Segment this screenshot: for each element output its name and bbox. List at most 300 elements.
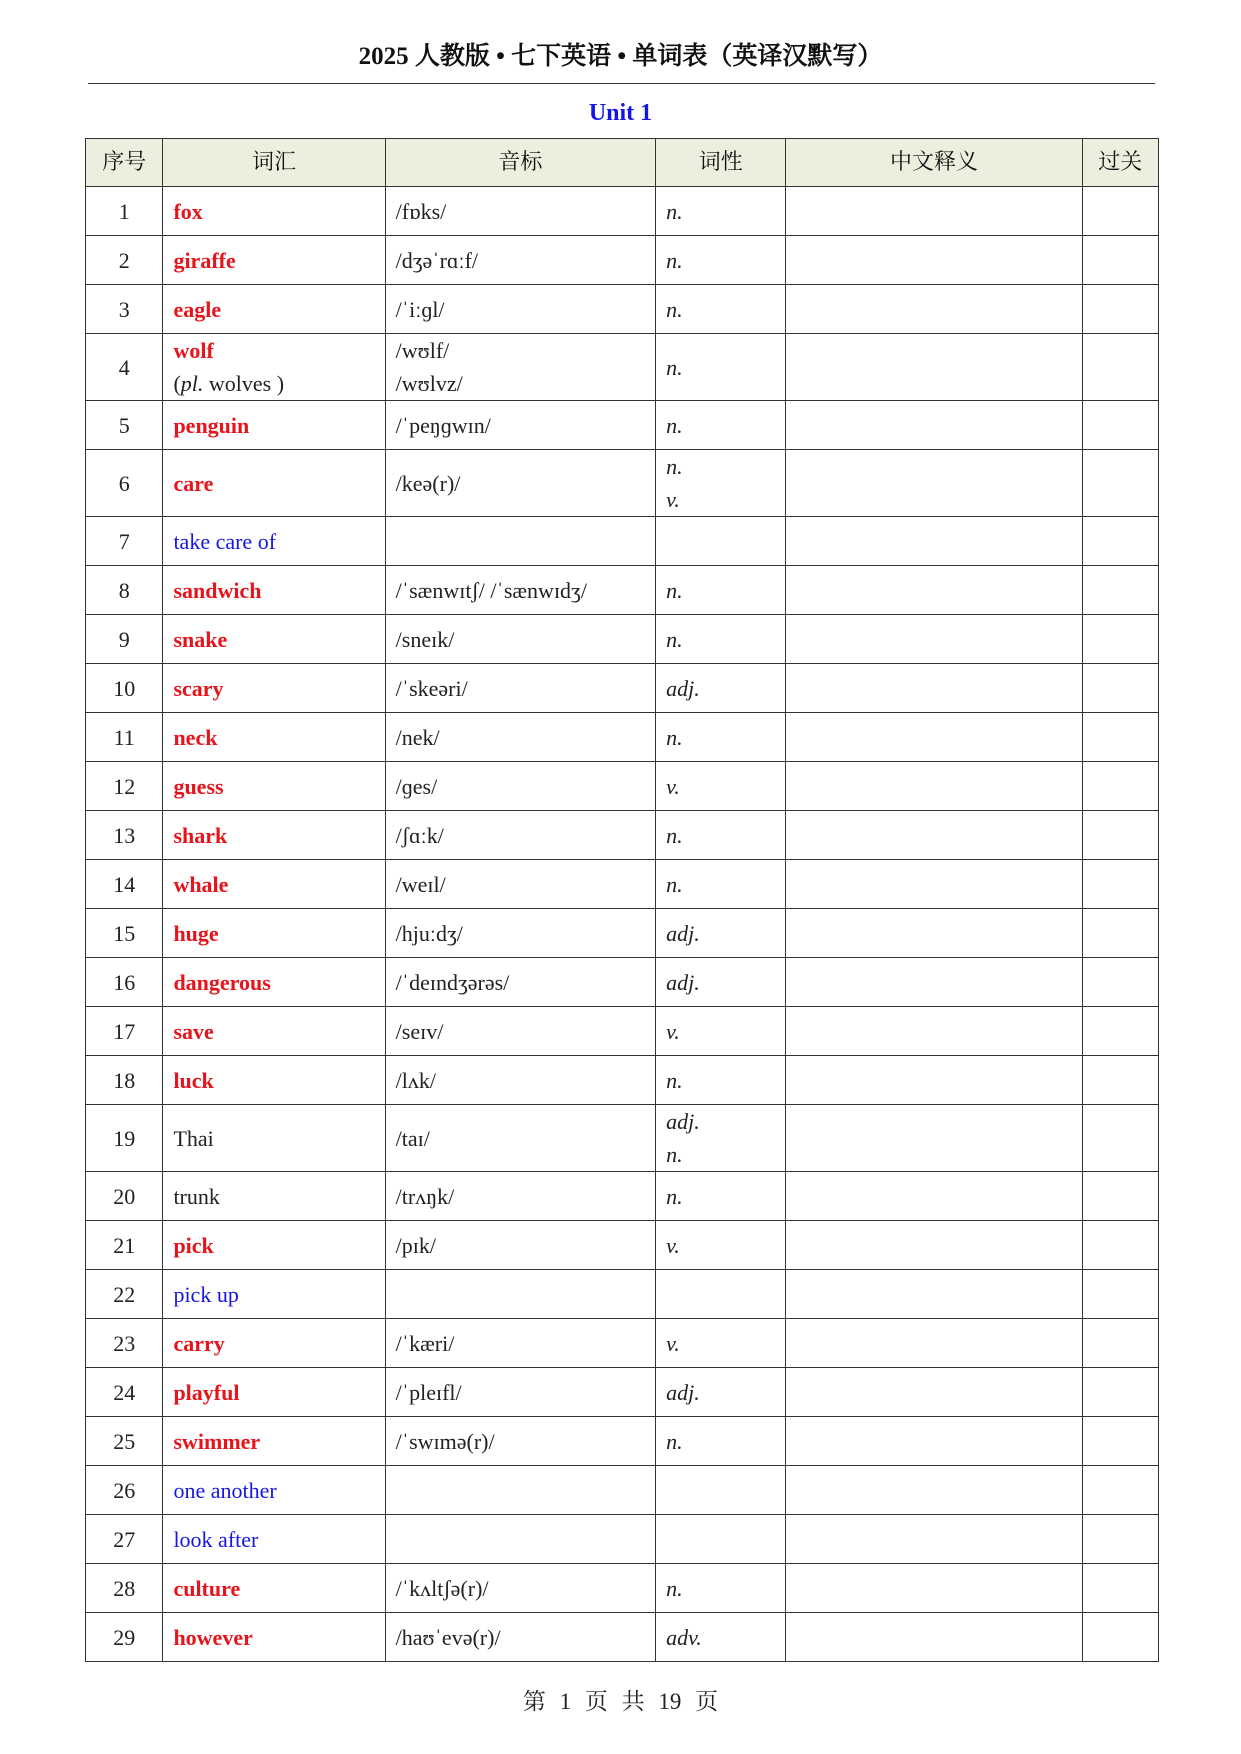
phonetic-cell	[385, 1319, 655, 1368]
part-of-speech-text: n.	[666, 1183, 683, 1209]
phonetic-text: /keə(r)/	[395, 470, 461, 496]
part-of-speech-text: v.	[666, 1232, 680, 1258]
phonetic-cell	[385, 1105, 655, 1172]
passed-check-blank[interactable]	[1082, 236, 1158, 285]
row-number: 28	[86, 1564, 163, 1613]
phonetic-cell	[385, 1466, 655, 1515]
row-number: 25	[86, 1417, 163, 1466]
vocabulary-word: giraffe	[173, 247, 236, 273]
chinese-meaning-blank[interactable]	[786, 1221, 1082, 1270]
header-chinese-meaning: 中文释义	[786, 139, 1082, 187]
vocabulary-word: penguin	[173, 412, 250, 438]
passed-check-blank[interactable]	[1082, 860, 1158, 909]
row-number: 27	[86, 1515, 163, 1564]
row-number: 23	[86, 1319, 163, 1368]
chinese-meaning-blank[interactable]	[786, 811, 1082, 860]
row-number: 3	[86, 285, 163, 334]
vocabulary-cell	[163, 664, 385, 713]
row-number: 17	[86, 1007, 163, 1056]
vocabulary-word: carry	[173, 1330, 225, 1356]
row-number: 11	[86, 713, 163, 762]
table-row	[86, 1105, 1159, 1172]
part-of-speech-text: adj.	[666, 1379, 700, 1405]
row-number: 22	[86, 1270, 163, 1319]
part-of-speech-cell	[656, 664, 786, 713]
chinese-meaning-blank[interactable]	[786, 909, 1082, 958]
vocabulary-word: however	[173, 1624, 253, 1650]
vocabulary-cell	[163, 713, 385, 762]
chinese-meaning-blank[interactable]	[786, 566, 1082, 615]
vocabulary-word: huge	[173, 920, 219, 946]
vocabulary-word: whale	[173, 871, 229, 897]
part-of-speech-text: n.	[666, 296, 683, 322]
passed-check-blank[interactable]	[1082, 1368, 1158, 1417]
phonetic-cell	[385, 517, 655, 566]
table-row	[86, 811, 1159, 860]
passed-check-blank[interactable]	[1082, 958, 1158, 1007]
page-footer: 第 1 页 共 19 页	[522, 1689, 719, 1714]
chinese-meaning-blank[interactable]	[786, 713, 1082, 762]
vocabulary-word: culture	[173, 1575, 241, 1601]
vocabulary-cell	[163, 860, 385, 909]
table-row	[86, 664, 1159, 713]
vocabulary-cell	[163, 450, 385, 517]
part-of-speech-cell	[656, 1172, 786, 1221]
passed-check-blank[interactable]	[1082, 566, 1158, 615]
header-passed: 过关	[1082, 139, 1158, 187]
table-row	[86, 615, 1159, 664]
vocabulary-cell	[163, 811, 385, 860]
chinese-meaning-blank[interactable]	[786, 1515, 1082, 1564]
part-of-speech-cell	[656, 958, 786, 1007]
phonetic-text: /pɪk/	[395, 1232, 436, 1258]
phonetic-text: /ˈdeɪndʒərəs/	[395, 969, 510, 995]
phonetic-cell	[385, 1221, 655, 1270]
phonetic-text: /seɪv/	[395, 1018, 444, 1044]
part-of-speech-text: adj.	[666, 969, 700, 995]
vocabulary-cell	[163, 1466, 385, 1515]
header-vocabulary: 词汇	[163, 139, 385, 187]
chinese-meaning-blank[interactable]	[786, 615, 1082, 664]
vocabulary-word: swimmer	[173, 1428, 261, 1454]
chinese-meaning-blank[interactable]	[786, 1007, 1082, 1056]
table-row	[86, 713, 1159, 762]
chinese-meaning-blank[interactable]	[786, 1417, 1082, 1466]
table-row	[86, 958, 1159, 1007]
part-of-speech-cell	[656, 187, 786, 236]
table-row	[86, 401, 1159, 450]
vocabulary-cell	[163, 401, 385, 450]
phonetic-text: /weɪl/	[395, 871, 446, 897]
unit-heading: Unit 1	[588, 100, 653, 126]
part-of-speech-cell	[656, 615, 786, 664]
vocabulary-cell	[163, 1564, 385, 1613]
vocabulary-word: pick up	[173, 1281, 239, 1307]
passed-check-blank[interactable]	[1082, 811, 1158, 860]
table-row	[86, 860, 1159, 909]
part-of-speech-cell	[656, 909, 786, 958]
phonetic-text: /ˈsænwɪtʃ/ /ˈsænwɪdʒ/	[395, 577, 587, 603]
vocabulary-word: luck	[173, 1067, 214, 1093]
vocabulary-cell	[163, 1319, 385, 1368]
passed-check-blank[interactable]	[1082, 187, 1158, 236]
phonetic-cell	[385, 860, 655, 909]
row-number: 15	[86, 909, 163, 958]
phonetic-text: /wʊlvz/	[395, 371, 463, 396]
phonetic-text: /ˈkʌltʃə(r)/	[395, 1575, 489, 1601]
chinese-meaning-blank[interactable]	[786, 187, 1082, 236]
phonetic-cell	[385, 713, 655, 762]
table-row	[86, 236, 1159, 285]
vocabulary-cell	[163, 1105, 385, 1172]
table-row	[86, 1417, 1159, 1466]
vocabulary-word: shark	[173, 822, 228, 848]
passed-check-blank[interactable]	[1082, 762, 1158, 811]
phonetic-cell	[385, 1417, 655, 1466]
phonetic-text: /wʊlf/	[395, 338, 450, 363]
title-divider	[88, 83, 1155, 84]
part-of-speech-text: n.	[666, 1428, 683, 1454]
part-of-speech-cell	[656, 1056, 786, 1105]
row-number: 7	[86, 517, 163, 566]
plural-abbrev: pl.	[180, 371, 204, 396]
table-row	[86, 909, 1159, 958]
chinese-meaning-blank[interactable]	[786, 334, 1082, 401]
row-number: 14	[86, 860, 163, 909]
phonetic-text: /lʌk/	[395, 1067, 436, 1093]
part-of-speech-text: n.	[666, 1067, 683, 1093]
table-row	[86, 1007, 1159, 1056]
passed-check-blank[interactable]	[1082, 401, 1158, 450]
passed-check-blank[interactable]	[1082, 1515, 1158, 1564]
part-of-speech-text: n.	[666, 724, 683, 750]
part-of-speech-cell	[656, 1319, 786, 1368]
vocabulary-cell	[163, 1056, 385, 1105]
part-of-speech-text: n.	[666, 822, 683, 848]
part-of-speech-cell	[656, 1515, 786, 1564]
row-number: 8	[86, 566, 163, 615]
part-of-speech-text: adj.	[666, 675, 700, 701]
vocabulary-word: dangerous	[173, 969, 271, 995]
part-of-speech-text: n.	[666, 1142, 683, 1167]
part-of-speech-cell	[656, 1270, 786, 1319]
plural-open-paren: (	[173, 371, 181, 396]
vocabulary-word: wolf	[173, 338, 214, 363]
passed-check-blank[interactable]	[1082, 1056, 1158, 1105]
phonetic-text: /ˈpeŋɡwɪn/	[395, 412, 491, 438]
passed-check-blank[interactable]	[1082, 1564, 1158, 1613]
passed-check-blank[interactable]	[1082, 1221, 1158, 1270]
table-header-row	[86, 139, 1159, 187]
phonetic-cell	[385, 1172, 655, 1221]
table-row	[86, 1221, 1159, 1270]
phonetic-text: /ʃɑːk/	[395, 822, 444, 848]
part-of-speech-cell	[656, 1007, 786, 1056]
table-row	[86, 285, 1159, 334]
row-number: 1	[86, 187, 163, 236]
row-number: 20	[86, 1172, 163, 1221]
chinese-meaning-blank[interactable]	[786, 860, 1082, 909]
part-of-speech-text: n.	[666, 354, 683, 380]
chinese-meaning-blank[interactable]	[786, 664, 1082, 713]
chinese-meaning-blank[interactable]	[786, 958, 1082, 1007]
table-row	[86, 450, 1159, 517]
row-number: 4	[86, 334, 163, 401]
part-of-speech-text: v.	[666, 1330, 680, 1356]
phonetic-text: /ɡes/	[395, 773, 438, 799]
passed-check-blank[interactable]	[1082, 1613, 1158, 1662]
vocabulary-word: pick	[173, 1232, 214, 1258]
phonetic-cell	[385, 187, 655, 236]
passed-check-blank[interactable]	[1082, 1105, 1158, 1172]
part-of-speech-cell	[656, 450, 786, 517]
part-of-speech-text: n.	[666, 247, 683, 273]
chinese-meaning-blank[interactable]	[786, 517, 1082, 566]
passed-check-blank[interactable]	[1082, 1007, 1158, 1056]
row-number: 9	[86, 615, 163, 664]
vocabulary-cell	[163, 762, 385, 811]
part-of-speech-text: n.	[666, 412, 683, 438]
row-number: 26	[86, 1466, 163, 1515]
vocabulary-cell	[163, 958, 385, 1007]
vocabulary-cell	[163, 1515, 385, 1564]
chinese-meaning-blank[interactable]	[786, 1613, 1082, 1662]
row-number: 5	[86, 401, 163, 450]
phonetic-cell	[385, 1270, 655, 1319]
part-of-speech-cell	[656, 1417, 786, 1466]
phonetic-cell	[385, 811, 655, 860]
row-number: 24	[86, 1368, 163, 1417]
part-of-speech-cell	[656, 1368, 786, 1417]
passed-check-blank[interactable]	[1082, 713, 1158, 762]
vocabulary-cell	[163, 615, 385, 664]
table-row	[86, 1368, 1159, 1417]
row-number: 6	[86, 450, 163, 517]
vocabulary-word: playful	[173, 1379, 240, 1405]
phonetic-text: /ˈswɪmə(r)/	[395, 1428, 495, 1454]
phonetic-text: /sneɪk/	[395, 626, 455, 652]
passed-check-blank[interactable]	[1082, 1319, 1158, 1368]
vocabulary-cell	[163, 1172, 385, 1221]
phonetic-cell	[385, 285, 655, 334]
vocabulary-word: save	[173, 1018, 214, 1044]
phonetic-cell	[385, 909, 655, 958]
chinese-meaning-blank[interactable]	[786, 450, 1082, 517]
vocabulary-table	[85, 138, 1159, 1662]
phonetic-cell	[385, 958, 655, 1007]
part-of-speech-cell	[656, 566, 786, 615]
vocabulary-word: Thai	[173, 1125, 214, 1151]
table-row	[86, 1056, 1159, 1105]
chinese-meaning-blank[interactable]	[786, 762, 1082, 811]
row-number: 13	[86, 811, 163, 860]
vocabulary-cell	[163, 566, 385, 615]
vocabulary-cell	[163, 1368, 385, 1417]
phonetic-cell	[385, 1007, 655, 1056]
part-of-speech-cell	[656, 236, 786, 285]
chinese-meaning-blank[interactable]	[786, 285, 1082, 334]
phonetic-text: /dʒəˈrɑːf/	[395, 247, 479, 273]
chinese-meaning-blank[interactable]	[786, 1564, 1082, 1613]
chinese-meaning-blank[interactable]	[786, 1319, 1082, 1368]
part-of-speech-cell	[656, 713, 786, 762]
part-of-speech-cell	[656, 1466, 786, 1515]
part-of-speech-text: n.	[666, 626, 683, 652]
passed-check-blank[interactable]	[1082, 664, 1158, 713]
phonetic-cell	[385, 401, 655, 450]
vocabulary-word: eagle	[173, 296, 222, 322]
row-number: 18	[86, 1056, 163, 1105]
phonetic-text: /ˈkæri/	[395, 1330, 455, 1356]
part-of-speech-cell	[656, 860, 786, 909]
passed-check-blank[interactable]	[1082, 909, 1158, 958]
row-number: 19	[86, 1105, 163, 1172]
phonetic-cell	[385, 334, 655, 401]
passed-check-blank[interactable]	[1082, 517, 1158, 566]
vocabulary-word: trunk	[173, 1183, 220, 1209]
phonetic-text: /ˈskeəri/	[395, 675, 468, 701]
vocabulary-cell	[163, 909, 385, 958]
row-number: 21	[86, 1221, 163, 1270]
table-row	[86, 762, 1159, 811]
row-number: 2	[86, 236, 163, 285]
table-row	[86, 334, 1159, 401]
header-phonetic: 音标	[385, 139, 655, 187]
chinese-meaning-blank[interactable]	[786, 401, 1082, 450]
phonetic-cell	[385, 1515, 655, 1564]
table-row	[86, 1172, 1159, 1221]
phonetic-text: /trʌŋk/	[395, 1183, 455, 1209]
table-row	[86, 1319, 1159, 1368]
row-number: 16	[86, 958, 163, 1007]
part-of-speech-text: n.	[666, 198, 683, 224]
vocabulary-cell	[163, 1221, 385, 1270]
part-of-speech-text: n.	[666, 1575, 683, 1601]
vocabulary-word: scary	[173, 675, 224, 701]
vocabulary-cell	[163, 1613, 385, 1662]
phonetic-cell	[385, 236, 655, 285]
chinese-meaning-blank[interactable]	[786, 236, 1082, 285]
phonetic-cell	[385, 450, 655, 517]
header-number: 序号	[86, 139, 163, 187]
part-of-speech-cell	[656, 1564, 786, 1613]
chinese-meaning-blank[interactable]	[786, 1172, 1082, 1221]
vocabulary-cell	[163, 517, 385, 566]
plural-note	[173, 367, 374, 400]
phonetic-cell	[385, 615, 655, 664]
part-of-speech-text: adj.	[666, 920, 700, 946]
header-part-of-speech: 词性	[656, 139, 786, 187]
vocabulary-cell	[163, 334, 385, 401]
vocabulary-cell	[163, 285, 385, 334]
passed-check-blank[interactable]	[1082, 1270, 1158, 1319]
plural-form: wolves )	[203, 371, 285, 396]
passed-check-blank[interactable]	[1082, 450, 1158, 517]
phonetic-cell	[385, 1368, 655, 1417]
document-title: 2025 人教版 • 七下英语 • 单词表（英译汉默写）	[358, 43, 883, 70]
row-number: 12	[86, 762, 163, 811]
phonetic-text: /hjuːdʒ/	[395, 920, 463, 946]
phonetic-cell	[385, 1056, 655, 1105]
chinese-meaning-blank[interactable]	[786, 1056, 1082, 1105]
part-of-speech-cell	[656, 811, 786, 860]
row-number: 29	[86, 1613, 163, 1662]
vocabulary-word: look after	[173, 1526, 259, 1552]
vocabulary-cell	[163, 1007, 385, 1056]
phonetic-cell	[385, 1613, 655, 1662]
table-row	[86, 1515, 1159, 1564]
vocabulary-cell	[163, 1270, 385, 1319]
table-row	[86, 517, 1159, 566]
chinese-meaning-blank[interactable]	[786, 1368, 1082, 1417]
phonetic-cell	[385, 1564, 655, 1613]
phonetic-cell	[385, 762, 655, 811]
part-of-speech-cell	[656, 401, 786, 450]
passed-check-blank[interactable]	[1082, 1172, 1158, 1221]
part-of-speech-text: n.	[666, 871, 683, 897]
phonetic-text: /taɪ/	[395, 1125, 430, 1151]
part-of-speech-text: v.	[666, 1018, 680, 1044]
passed-check-blank[interactable]	[1082, 285, 1158, 334]
part-of-speech-text: adj.	[666, 1109, 700, 1134]
vocabulary-word: sandwich	[173, 577, 262, 603]
chinese-meaning-blank[interactable]	[786, 1105, 1082, 1172]
part-of-speech-cell	[656, 1613, 786, 1662]
vocabulary-word: take care of	[173, 528, 277, 554]
vocabulary-word: one another	[173, 1477, 277, 1503]
table-row	[86, 1466, 1159, 1515]
phonetic-text: /ˈiːɡl/	[395, 296, 445, 322]
vocabulary-word: guess	[173, 773, 224, 799]
vocabulary-word: fox	[173, 198, 203, 224]
phonetic-text: /fɒks/	[395, 198, 447, 224]
part-of-speech-text: n.	[666, 454, 683, 479]
part-of-speech-text: v.	[666, 487, 680, 512]
chinese-meaning-blank[interactable]	[786, 1270, 1082, 1319]
part-of-speech-cell	[656, 334, 786, 401]
phonetic-text: /nek/	[395, 724, 440, 750]
vocabulary-cell	[163, 236, 385, 285]
part-of-speech-text: v.	[666, 773, 680, 799]
passed-check-blank[interactable]	[1082, 1417, 1158, 1466]
vocabulary-cell	[163, 187, 385, 236]
table-body	[86, 187, 1159, 1662]
passed-check-blank[interactable]	[1082, 1466, 1158, 1515]
part-of-speech-cell	[656, 517, 786, 566]
phonetic-text: /ˈpleɪfl/	[395, 1379, 462, 1405]
passed-check-blank[interactable]	[1082, 615, 1158, 664]
table-row	[86, 566, 1159, 615]
table-row	[86, 1564, 1159, 1613]
table-row	[86, 187, 1159, 236]
part-of-speech-cell	[656, 1105, 786, 1172]
phonetic-text: /haʊˈevə(r)/	[395, 1624, 501, 1650]
part-of-speech-text: adv.	[666, 1624, 702, 1650]
vocabulary-word: snake	[173, 626, 228, 652]
vocabulary-word: neck	[173, 724, 218, 750]
chinese-meaning-blank[interactable]	[786, 1466, 1082, 1515]
passed-check-blank[interactable]	[1082, 334, 1158, 401]
phonetic-cell	[385, 664, 655, 713]
part-of-speech-cell	[656, 285, 786, 334]
vocabulary-cell	[163, 1417, 385, 1466]
table-row	[86, 1613, 1159, 1662]
vocabulary-word: care	[173, 470, 214, 496]
part-of-speech-cell	[656, 762, 786, 811]
part-of-speech-cell	[656, 1221, 786, 1270]
row-number: 10	[86, 664, 163, 713]
table-row	[86, 1270, 1159, 1319]
